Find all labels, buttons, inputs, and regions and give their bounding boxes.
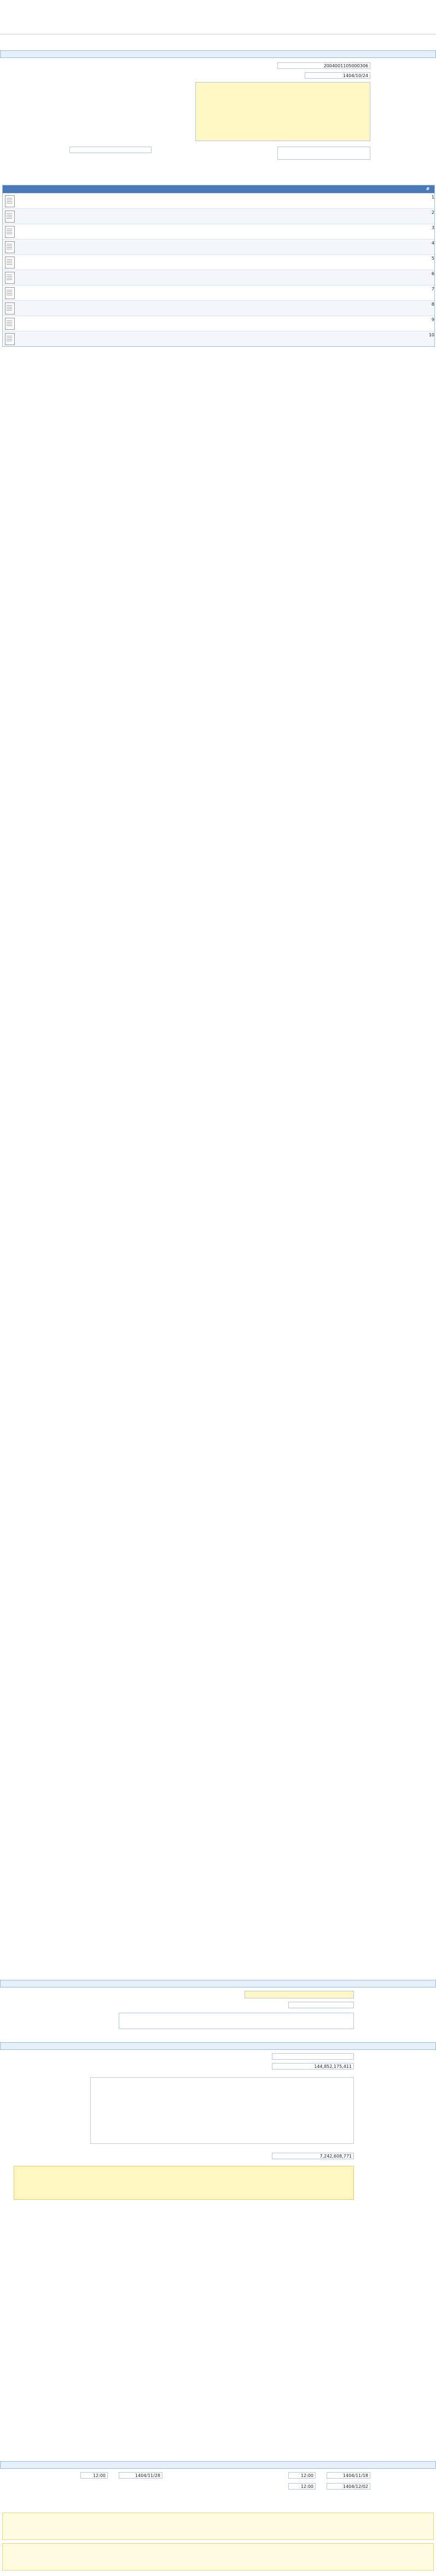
supply-field [69,147,152,153]
document-thumbnail-icon[interactable] [5,257,15,269]
row-group [295,302,377,314]
row-desc [38,287,186,299]
table-row [3,300,434,316]
row-index: 2 [431,210,434,215]
requester-info [0,1989,436,2038]
document-thumbnail-icon[interactable] [5,318,15,330]
row-unit [219,333,295,345]
row-qty [186,210,219,223]
document-thumbnail-icon[interactable] [5,195,15,207]
dates-info [0,2470,436,2508]
dates-section-head [0,2461,436,2469]
table-row [3,224,434,239]
requester-section-head [0,1980,436,1988]
table-row [3,239,434,254]
row-qty [186,317,219,330]
row-code [377,225,421,238]
col-index-header: # [426,187,430,191]
row-index: 3 [431,225,434,230]
row-unit [219,210,295,223]
row-code [377,287,421,299]
row-unit [219,195,295,207]
row-group [295,210,377,223]
row-unit [219,241,295,253]
amount-field: 144,852,175,411 [272,2063,354,2070]
guarantee-box [90,2077,354,2144]
org-field [245,1991,354,1998]
row-code [377,210,421,223]
row-qty [186,287,219,299]
document-thumbnail-icon[interactable] [5,211,15,223]
col-unit-header [219,185,295,193]
row-code [377,317,421,330]
open-date-field: 1404/12/02 [327,2483,370,2490]
row-unit [219,271,295,284]
row-code [377,333,421,345]
row-code [377,241,421,253]
row-desc [38,333,186,345]
row-group [295,195,377,207]
document-thumbnail-icon[interactable] [5,272,15,284]
row-qty [186,195,219,207]
top-fields [0,34,436,49]
date-field: 1404/10/24 [305,72,370,79]
financial-note [14,2166,354,2200]
items-table-header [3,185,434,193]
document-thumbnail-icon[interactable] [5,241,15,253]
document-thumbnail-icon[interactable] [5,302,15,314]
pub-time-field: 12:00 [288,2472,316,2479]
col-group-header [295,185,377,193]
row-unit [219,302,295,314]
col-desc-header [38,185,186,193]
row-group [295,256,377,269]
row-desc [38,271,186,284]
table-row [3,208,434,224]
row-code [377,271,421,284]
col-file-header [3,185,38,193]
col-qty-header [186,185,219,193]
title-band [0,0,436,34]
general-info [0,59,436,182]
open-time-field: 12:00 [288,2483,316,2490]
table-row [3,316,434,331]
row-qty [186,256,219,269]
table-row [3,285,434,300]
financial-info [0,2051,436,2281]
row-unit [219,256,295,269]
row-group [295,287,377,299]
col-code-header [377,185,421,193]
row-index: 8 [431,302,434,307]
row-desc [38,317,186,330]
bottom-note-2 [2,2543,434,2571]
bottom-note-1 [2,2513,434,2540]
row-group [295,241,377,253]
row-index: 6 [431,271,434,276]
row-code [377,195,421,207]
document-thumbnail-icon[interactable] [5,226,15,238]
row-desc [38,256,186,269]
estimate-field: 7,242,608,771 [272,2153,354,2159]
document-thumbnail-icon[interactable] [5,333,15,345]
row-index: 5 [431,256,434,261]
economic-field [288,2002,354,2008]
deadline-time-field: 12:00 [80,2472,108,2479]
address-field [119,2013,354,2029]
row-unit [219,287,295,299]
row-index: 4 [431,241,434,246]
deposit-field [272,2053,354,2060]
items-table [2,185,435,347]
row-code [377,302,421,314]
category-field [277,147,370,160]
row-qty [186,225,219,238]
tender-number-field: 2004001105000306 [277,62,370,69]
row-qty [186,333,219,345]
row-qty [186,302,219,314]
row-group [295,225,377,238]
items-table-body [3,193,434,346]
row-desc [38,195,186,207]
row-group [295,317,377,330]
row-index: 10 [428,333,434,337]
row-index: 7 [431,287,434,292]
row-desc [38,225,186,238]
row-group [295,271,377,284]
table-row [3,193,434,208]
subject-field [195,82,370,141]
pub-date-field: 1404/11/18 [327,2472,370,2479]
table-row [3,270,434,285]
row-desc [38,241,186,253]
document-thumbnail-icon[interactable] [5,287,15,299]
row-unit [219,317,295,330]
table-row [3,254,434,270]
row-index: 9 [431,317,434,322]
row-code [377,256,421,269]
row-qty [186,271,219,284]
row-index: 1 [431,195,434,200]
deadline-date-field: 1404/11/28 [119,2472,162,2479]
table-row [3,331,434,346]
row-desc [38,302,186,314]
general-section-head [0,50,436,58]
row-desc [38,210,186,223]
row-group [295,333,377,345]
financial-section-head [0,2042,436,2050]
row-qty [186,241,219,253]
row-unit [219,225,295,238]
